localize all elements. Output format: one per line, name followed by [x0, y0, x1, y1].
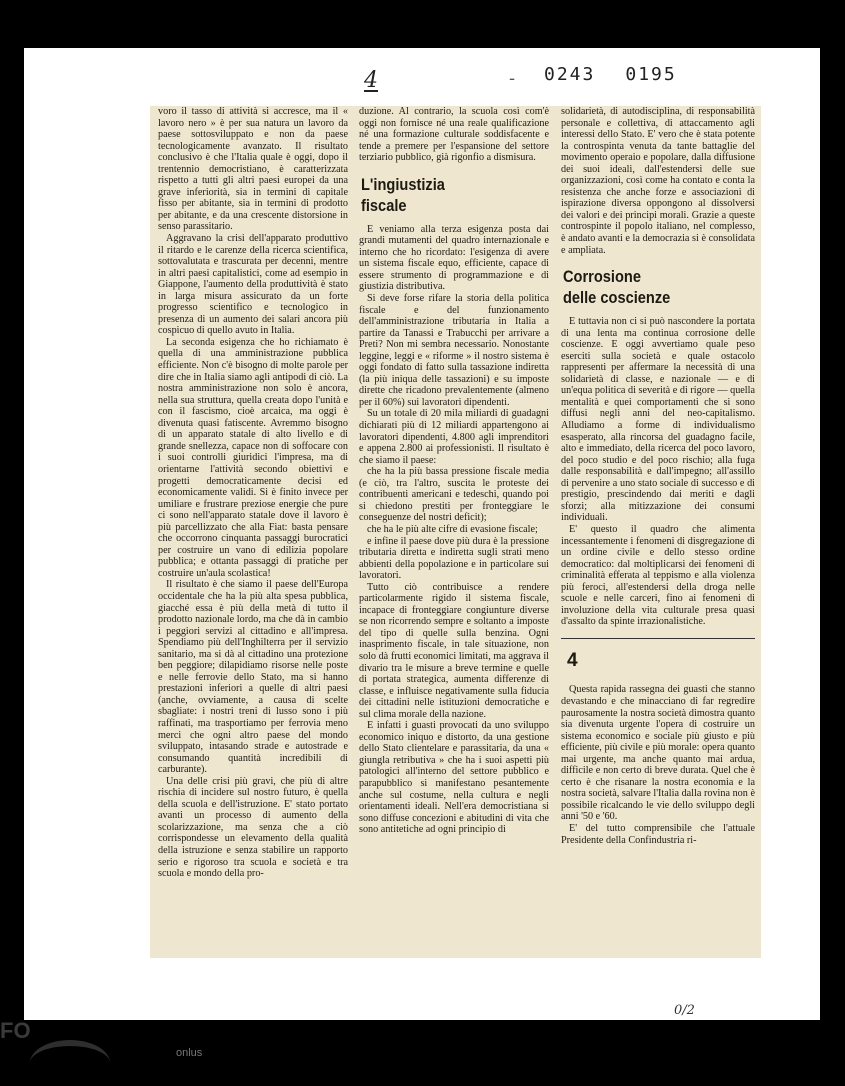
- watermark-onlus: onlus: [176, 1047, 203, 1059]
- paragraph: voro il tasso di attività si accresce, ma il « lavoro nero » è per sua natura un lavoro da paese sottosviluppato e non da paese tecnologicamente avanzato. Il risultato conclusivo è che l'Italia quale è oggi, dopo il trentennio democristiano, è caratterizzata rispetto a tutti gli altri paesi europei da una grave inferiorità, sia in termini di capitale fisso per abitante, sia in termini di prodotto per abitante, e da una crescente distorsione in senso parassitario.: [158, 106, 348, 233]
- section-heading-corrosione: Corrosione delle coscienze: [563, 267, 671, 308]
- section-number: 4: [567, 649, 578, 671]
- paragraph: e infine il paese dove più dura è la pressione tributaria diretta e indiretta sugli strati meno abbienti della popolazione e in particolare sui lavoratori.: [359, 535, 549, 582]
- paragraph: E' questo il quadro che alimenta incessantemente i fenomeni di disgregazione di un ordine civile e dello stesso ordine democratico: dal moltiplicarsi dei fenomeni di criminalità efferata al teppismo e alla violenza più feroci, all'estendersi della droga nelle scuole e nelle carceri, fino ai fenomeni di involuzione della vita culturale presa quasi d'assalto da spinte irrazionalistiche.: [561, 523, 755, 628]
- handwritten-page-number: 4: [364, 68, 378, 93]
- paragraph: che ha le più alte cifre di evasione fiscale;: [367, 523, 538, 535]
- paragraph: E tuttavia non ci si può nascondere la portata di una lenta ma continua corrosione delle coscienze. E oggi avvertiamo quale peso eserciti sulla società e quale ostacolo rappresenti per affermare la necessità di una solidarietà di classe, e nazionale — e di un'equa politica di severità e di rigore — quella mentalità e quei comportamenti che si sono diffusi negli anni del neo-capitalismo. Alludiamo a forme di individualismo esasperato, alla rincorsa del guadagno facile, alto e immediato, della ricerca del poco lavoro, del poco studio e del poco rischio; alla fuga dalle responsabilità e dall'impegno; all'assillo di pervenire a uno stato sociale di successo e di prestigio, prescindendo dai meriti e dagli sforzi; alla mitizzazione dei consumi individuali.: [561, 316, 755, 524]
- paragraph: duzione. Al contrario, la scuola così com'è oggi non fornisce né una reale qualificazione né una formazione culturale soddisfacente e tende a premere per l'espansione del settore terziario pubblico, già rigonfio a dismisura.: [359, 106, 549, 164]
- paragraph: Aggravano la crisi dell'apparato produttivo il ritardo e le carenze della ricerca scientifica, sottovalutata e trascurata per decenni, mentre in altri paesi capitalistici, come ad esempio in Giappone, l'aumento della produttività è stato in larga misura assicurato da un forte progresso scientifico e tecnologico in presenza di un aumento dei salari ancora più cospicuo di quello avuto in Italia.: [158, 233, 348, 337]
- watermark-logo-text: FO: [0, 1018, 31, 1043]
- clipping-column-1: [150, 106, 354, 958]
- clipping-column-3: [555, 106, 761, 958]
- paragraph: E' del tutto comprensibile che l'attuale Presidente della Confindustria ri-: [561, 822, 755, 846]
- paragraph: Questa rapida rassegna dei guasti che stanno devastando e che minacciano di far regredire paurosamente la nostra società dimostra quanto sia divenuta urgente l'opera di costruire un sistema economico e sociale più giusto e più efficiente, più civile e più morale: opera quanto mai urgente, ma anche quanto mai ardua, difficile e non certo di breve durata. Quel che è certo è che risanare la nostra economia e la nostra società, salvare l'Italia dalla rovina non è possibile ricalcando le vie dello sviluppo degli anni '50 e '60.: [561, 684, 755, 823]
- watermark-logo-arc: [30, 1040, 110, 1086]
- paragraph: Si deve forse rifare la storia della politica fiscale e del funzionamento dell'amministrazione tributaria in Italia a partire da Tanassi e Trabucchi per arrivare a Preti? Non mi sembra necessario. Nonostante leggine, leggi e « riforme » il nostro sistema è oggi fondato di fatto sulla tassazione indiretta (la più iniqua delle tassazioni) e su imposte dirette che ricadono prevalentemente (almeno per il 60%) sui lavoratori dipendenti.: [359, 293, 549, 408]
- stamp-dash: -: [509, 68, 516, 89]
- archive-stamp: [544, 64, 677, 85]
- stamp-number-left: 0243: [544, 64, 596, 85]
- paragraph: che ha la più bassa pressione fiscale media (e ciò, tra l'altro, suscita le proteste dei contribuenti americani e tedeschi, quando poi si chiedono prestiti per fronteggiare le conseguenze del nostri deficit);: [359, 466, 549, 524]
- paragraph: Su un totale di 20 mila miliardi di guadagni dichiarati più di 12 miliardi appartengono ai lavoratori dipendenti, 4.800 agli imprenditori e appena 2.800 ai professionisti. Il risultato è che siamo il paese:: [359, 408, 549, 466]
- stamp-number-right: 0195: [625, 64, 677, 85]
- paragraph: E veniamo alla terza esigenza posta dai grandi mutamenti del quadro internazionale e interno che ho ricordato: l'esigenza di avere un sistema fiscale equo, efficiente, capace di essere strumento di programmazione e di giustizia distributiva.: [359, 223, 549, 293]
- paragraph: Una delle crisi più gravi, che più di altre rischia di incidere sul nostro futuro, è quella della scuola e dell'istruzione. E' stato portato avanti un processo di aumento della scolarizzazione, ma senza che a ciò corrispondesse un elevamento della qualità della istruzione e senza stabilire un rapporto serio e rigoroso tra scuola e società e tra scuola e mondo della pro-: [158, 775, 348, 880]
- scan-page: [24, 48, 820, 1020]
- paragraph: E infatti i guasti provocati da uno sviluppo economico iniquo e distorto, da una gestione dello Stato clientelare e parassitaria, da una « giungla retributiva » che ha i suoi aspetti più patologici all'interno del settore pubblico e parapubblico si manifestano pesantemente anche sul costume, nella cultura e negli orientamenti ideali. Nell'era democristiana si sono diffuse concezioni e abitudini di vita che sono antitetiche ad ogni principio di: [359, 720, 549, 836]
- paragraph: Tutto ciò contribuisce a rendere particolarmente rigido il sistema fiscale, incapace di fronteggiare congiunture diverse se non ricorrendo sempre e soltanto a imposte del tipo di quelle sulla benzina. Ogni inasprimento fiscale, in tale situazione, non solo dà frutti economici limitati, ma aggrava il divario tra le misure a breve termine e quelle di portata strategica, aumenta differenze di classe, e influisce negativamente sulla fiducia dei cittadini nelle istituzioni democratiche e sul clima morale della nazione.: [359, 581, 549, 720]
- paragraph: solidarietà, di autodisciplina, di responsabilità personale e collettiva, di attaccamento agli interessi dello Stato. E' vero che è stata potente la controspinta venuta da tante battaglie del movimento operaio e popolare, dalla diffusione dei suoi ideali, dall'estendersi delle sue organizzazioni, così come ha contato e conta la resistenza che anche forze e associazioni di ispirazione diversa oppongono al dissolversi dei valori e dei principi morali. Grazie a queste controspinte il popolo italiano, nel complesso, è andato avanti e la democrazia si è consolidata e ampliata.: [561, 106, 755, 256]
- section-divider: [561, 638, 755, 639]
- section-heading-ingiustizia: L'ingiustizia fiscale: [361, 174, 445, 215]
- clipping-column-2: [353, 106, 555, 958]
- paragraph: La seconda esigenza che ho richiamato è quella di una amministrazione pubblica efficiente. Non c'è bisogno di molte parole per dire che in Italia siamo agli antipodi di ciò. La nostra amministrazione non solo è ancora, nella sua struttura, quella creata dopo l'unità e con il fascismo, cioè arcaica, ma oggi è divenuta quasi fatiscente. Avremmo bisogno di un apparato statale di alto livello e di grande snellezza, capace non di soffocare con i suoi controlli giuridici l'impresa, ma di orientarne l'attività secondo obiettivi e progetti democraticamente decisi ed economicamente validi. Si è finito invece per umiliare e frustrare preziose energie che pure ci sono nell'apparato statale dove il lavoro è più parcellizzato che alla Fiat: basta pensare che occorrono cinquanta passaggi burocratici per costruire un vano di edilizia popolare pubblica; e ottanta passaggi di pratiche per costruire un'aula scolastica!: [158, 336, 348, 579]
- paragraph: Il risultato è che siamo il paese dell'Europa occidentale che ha la più alta spesa pubblica, giacché essa è più della metà di tutto il prodotto nazionale lordo, ma che dà in cambio i peggiori servizi al cittadino e all'impresa. Spendiamo più dell'Inghilterra per il servizio sanitario, ma si dà al cittadino una protezione ben peggiore; dilapidiamo risorse nelle poste e nelle ferrovie dello Stato, ma si hanno prestazioni inferiori a quelle di altri paesi (anche, ovviamente, a causa di scelte sbagliate: i nostri treni di lusso sono i più raffinati, ma trasportiamo per ferrovia meno merci che ogni altro paese del mondo sviluppato, intasando strade e autostrade e consumando quantità incredibili di carburante).: [158, 579, 348, 776]
- handwritten-note: 0/2: [674, 1003, 695, 1018]
